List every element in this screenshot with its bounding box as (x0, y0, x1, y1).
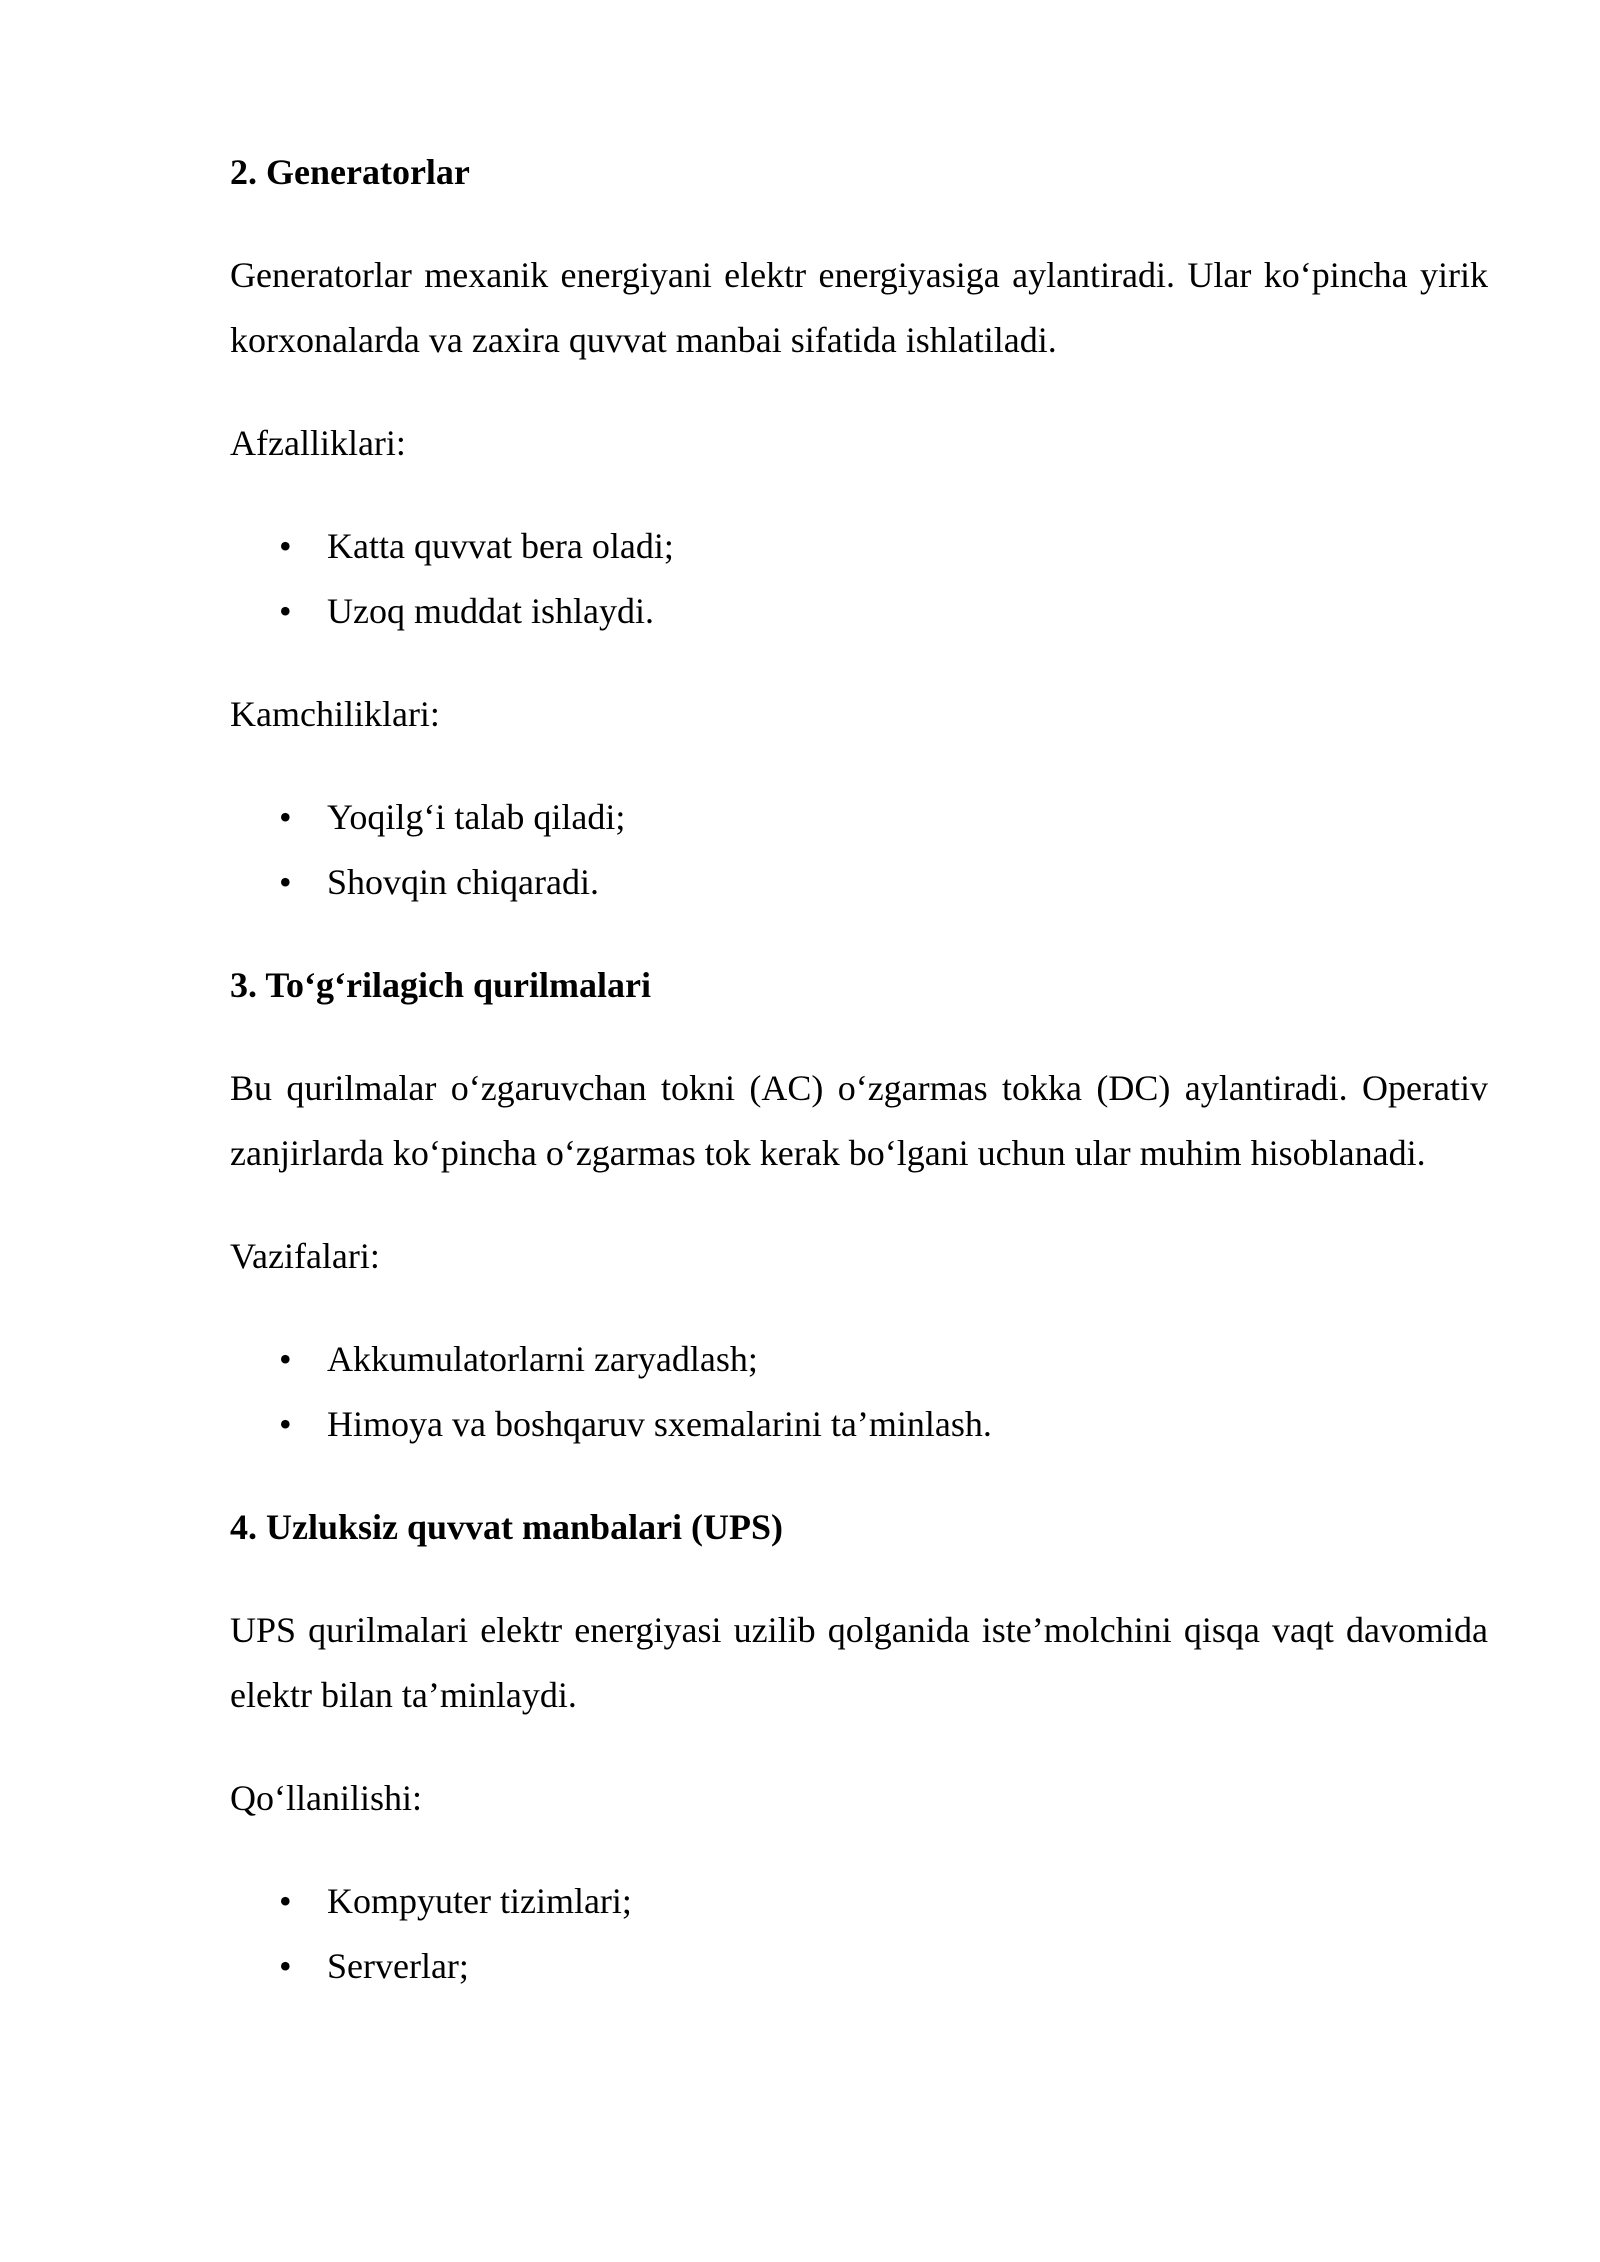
bullet-icon: • (279, 591, 292, 631)
bullet-icon: • (279, 1339, 292, 1379)
bullet-icon: • (279, 1881, 292, 1921)
list-label: Vazifalari: (230, 1236, 380, 1276)
bullet-icon: • (279, 1404, 292, 1444)
list-item (230, 579, 1488, 644)
section-heading: 2. Generatorlar (230, 152, 470, 192)
list-item-text: Serverlar; (327, 1946, 469, 1986)
bullet-icon: • (279, 862, 292, 902)
list-item-text: Yoqilg‘i talab qiladi; (327, 797, 626, 837)
section-heading: 3. To‘g‘rilagich qurilmalari (230, 965, 652, 1005)
list-item (230, 1327, 1488, 1392)
list-item-text: Shovqin chiqaradi. (327, 862, 599, 902)
bullet-icon: • (279, 526, 292, 566)
list-item (230, 1934, 1488, 1999)
list-item (230, 850, 1488, 915)
bullet-list (230, 1327, 1488, 1457)
list-item (230, 514, 1488, 579)
document-body (230, 140, 1488, 2037)
section-paragraph: UPS qurilmalari elektr energiyasi uzilib qolganida iste’molchini qisqa vaqt davomida elektr bilan ta’minlaydi. (230, 1610, 1488, 1715)
bullet-icon: • (279, 797, 292, 837)
list-item-text: Akkumulatorlarni zaryadlash; (327, 1339, 758, 1379)
bullet-list (230, 785, 1488, 915)
section-heading: 4. Uzluksiz quvvat manbalari (UPS) (230, 1507, 784, 1547)
section-paragraph: Generatorlar mexanik energiyani elektr energiyasiga aylantiradi. Ular ko‘pincha yirik korxonalarda va zaxira quvvat manbai sifatida ishlatiladi. (230, 255, 1488, 360)
list-item-text: Uzoq muddat ishlaydi. (327, 591, 654, 631)
list-item-text: Himoya va boshqaruv sxemalarini ta’minlash. (327, 1404, 992, 1444)
list-item (230, 1869, 1488, 1934)
list-item-text: Katta quvvat bera oladi; (327, 526, 674, 566)
list-label: Qo‘llanilishi: (230, 1778, 422, 1818)
section-paragraph: Bu qurilmalar o‘zgaruvchan tokni (AC) o‘zgarmas tokka (DC) aylantiradi. Operativ zanjirlarda ko‘pincha o‘zgarmas tok kerak bo‘lgani uchun ular muhim hisoblanadi. (230, 1068, 1488, 1173)
bullet-list (230, 1869, 1488, 1999)
bullet-icon: • (279, 1946, 292, 1986)
list-label: Afzalliklari: (230, 423, 406, 463)
list-item (230, 1392, 1488, 1457)
list-label: Kamchiliklari: (230, 694, 440, 734)
list-item (230, 785, 1488, 850)
bullet-list (230, 514, 1488, 644)
list-item-text: Kompyuter tizimlari; (327, 1881, 632, 1921)
